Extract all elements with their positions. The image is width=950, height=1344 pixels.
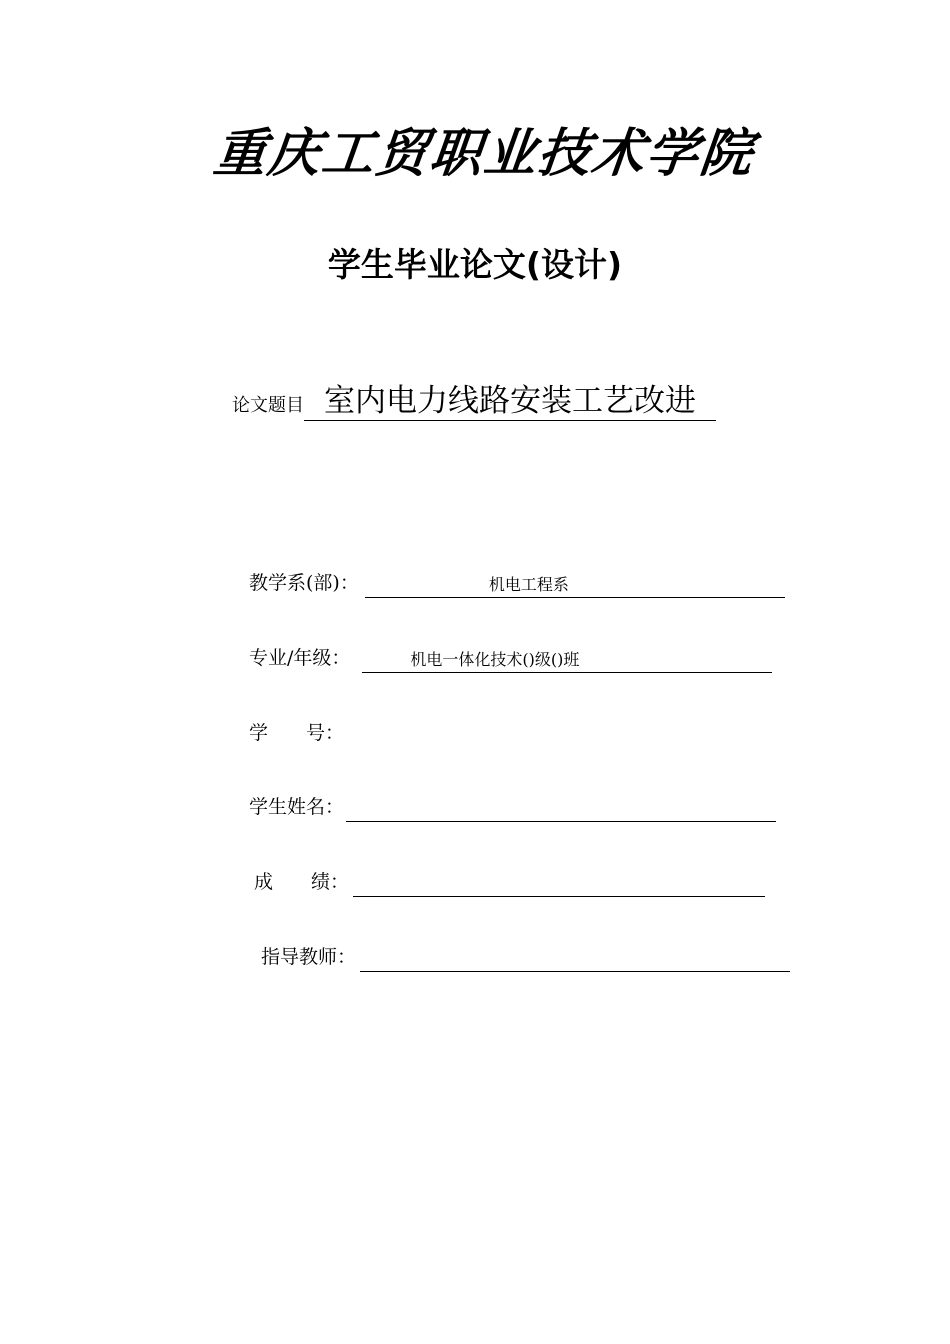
thesis-topic-row bbox=[232, 382, 716, 426]
major-grade-value: 机电一体化技术()级()班 bbox=[410, 650, 580, 669]
advisor-label: 指导教师： bbox=[261, 946, 357, 968]
school-logo-calligraphy: 重庆工贸职业技术学院 bbox=[210, 123, 758, 184]
student-id-label: 学 号： bbox=[249, 722, 345, 744]
student-name-underline bbox=[346, 797, 776, 822]
major-grade-underline bbox=[362, 648, 772, 673]
major-grade-label: 专业/年级： bbox=[249, 647, 351, 669]
department-underline bbox=[365, 573, 785, 598]
student-name-field bbox=[249, 792, 776, 822]
advisor-underline bbox=[360, 947, 790, 972]
grade-field bbox=[254, 867, 765, 897]
student-id-field bbox=[249, 718, 344, 748]
grade-underline bbox=[353, 872, 765, 897]
department-field bbox=[249, 568, 785, 598]
major-grade-field bbox=[249, 643, 772, 673]
thesis-topic-value: 室内电力线路安装工艺改进 bbox=[304, 382, 716, 421]
department-label: 教学系(部)： bbox=[249, 572, 359, 594]
advisor-field bbox=[261, 942, 790, 972]
department-value: 机电工程系 bbox=[488, 575, 569, 594]
student-name-label: 学生姓名： bbox=[249, 796, 345, 818]
grade-label: 成 绩： bbox=[254, 871, 350, 893]
thesis-topic-label: 论文题目 bbox=[232, 395, 304, 416]
page-title: 学生毕业论文(设计) bbox=[327, 245, 623, 284]
